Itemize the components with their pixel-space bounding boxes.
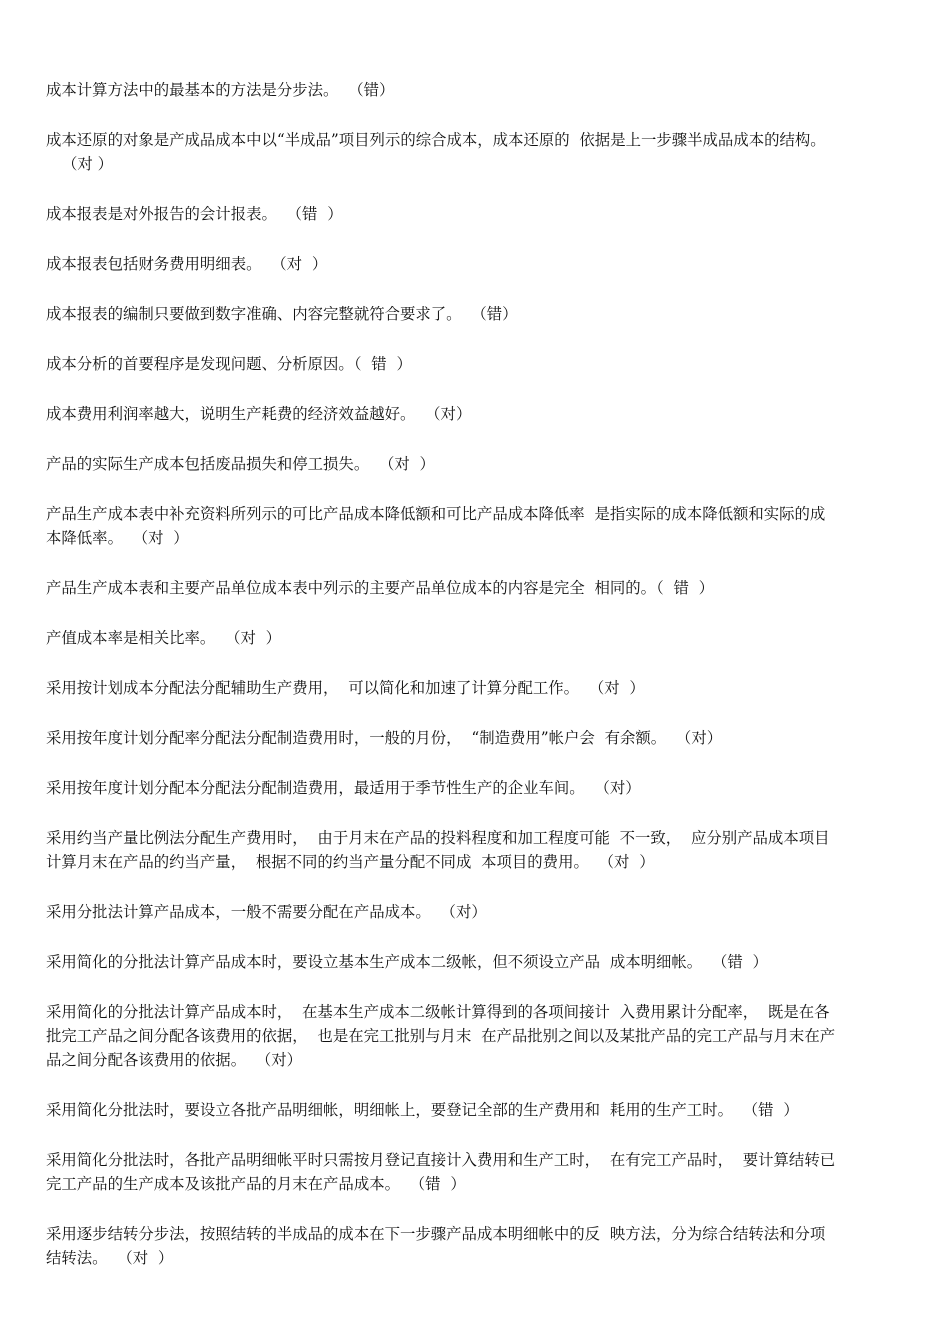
- statement-line: 成本还原的对象是产成品成本中以“半成品”项目列示的综合成本，成本还原的 依据是上一步骤半成品成本的结构。: [46, 131, 826, 149]
- statement-line: 成本报表包括财务费用明细表。 （对 ）: [46, 255, 328, 273]
- document-body: [46, 78, 912, 1296]
- statement-line: 成本分析的首要程序是发现问题、分析原因。（ 错 ）: [46, 355, 412, 373]
- statement-line: 结转法。 （对 ）: [46, 1249, 174, 1267]
- statement-line: 产品生产成本表和主要产品单位成本表中列示的主要产品单位成本的内容是完全 相同的。（ 错 ）: [46, 579, 715, 597]
- statement-line: 采用约当产量比例法分配生产费用时， 由于月末在产品的投料程度和加工程度可能 不一致， 应分别产品成本项目: [46, 829, 830, 847]
- statement-item: [46, 900, 912, 924]
- statement-line: 品之间分配各该费用的依据。 （对）: [46, 1051, 303, 1069]
- statement-line: 成本报表是对外报告的会计报表。 （错 ）: [46, 205, 343, 223]
- statement-line: （对 ）: [62, 155, 114, 173]
- statement-item: [46, 826, 912, 874]
- statement-line: 成本费用利润率越大，说明生产耗费的经济效益越好。 （对）: [46, 405, 472, 423]
- statement-item: [46, 676, 912, 700]
- statement-line: 采用分批法计算产品成本，一般不需要分配在产品成本。 （对）: [46, 903, 487, 921]
- statement-line: 采用简化分批法时，要设立各批产品明细帐，明细帐上，要登记全部的生产费用和 耗用的生产工时。 （错 ）: [46, 1101, 799, 1119]
- statement-line: 本降低率。 （对 ）: [46, 529, 189, 547]
- statement-item: [46, 950, 912, 974]
- statement-item: [46, 626, 912, 650]
- statement-item: [46, 452, 912, 476]
- statement-line: 成本计算方法中的最基本的方法是分步法。 （错）: [46, 81, 395, 99]
- statement-line: 成本报表的编制只要做到数字准确、内容完整就符合要求了。 （错）: [46, 305, 518, 323]
- statement-item: [46, 502, 912, 550]
- statement-item: [46, 726, 912, 750]
- statement-line: 产品的实际生产成本包括废品损失和停工损失。 （对 ）: [46, 455, 435, 473]
- statement-line: 采用简化分批法时，各批产品明细帐平时只需按月登记直接计入费用和生产工时， 在有完工产品时， 要计算结转已: [46, 1151, 836, 1169]
- statement-item: [46, 252, 912, 276]
- statement-line: 完工产品的生产成本及该批产品的月末在产品成本。 （错 ）: [46, 1175, 466, 1193]
- statement-line: 产品生产成本表中补充资料所列示的可比产品成本降低额和可比产品成本降低率 是指实际的成本降低额和实际的成: [46, 505, 826, 523]
- statement-line: 计算月末在产品的约当产量， 根据不同的约当产量分配不同成 本项目的费用。 （对 ）: [46, 853, 655, 871]
- statement-line: 采用按计划成本分配法分配辅助生产费用， 可以简化和加速了计算分配工作。 （对 ）: [46, 679, 645, 697]
- statement-line: 采用简化的分批法计算产品成本时， 在基本生产成本二级帐计算得到的各项间接计 入费用累计分配率， 既是在各: [46, 1003, 830, 1021]
- statement-line: 采用简化的分批法计算产品成本时，要设立基本生产成本二级帐，但不须设立产品 成本明细帐。 （错 ）: [46, 953, 768, 971]
- statement-line: 采用按年度计划分配率分配法分配制造费用时，一般的月份， “制造费用”帐户会 有余额。 （对）: [46, 729, 723, 747]
- statement-line: 产值成本率是相关比率。 （对 ）: [46, 629, 282, 647]
- statement-item: [46, 128, 912, 176]
- statement-line: 采用按年度计划分配本分配法分配制造费用，最适用于季节性生产的企业车间。 （对）: [46, 779, 641, 797]
- statement-item: [46, 402, 912, 426]
- statement-item: [46, 352, 912, 376]
- statement-item: [46, 78, 912, 102]
- statement-item: [46, 576, 912, 600]
- statement-item: [46, 202, 912, 226]
- statement-line: 采用逐步结转分步法，按照结转的半成品的成本在下一步骤产品成本明细帐中的反 映方法，分为综合结转法和分项: [46, 1225, 826, 1243]
- statement-item: [46, 776, 912, 800]
- statement-item: [46, 1148, 912, 1196]
- statement-item: [46, 1222, 912, 1270]
- statement-item: [46, 302, 912, 326]
- statement-line: 批完工产品之间分配各该费用的依据， 也是在完工批别与月末 在产品批别之间以及某批产品的完工产品与月末在产: [46, 1027, 836, 1045]
- statement-item: [46, 1098, 912, 1122]
- statement-item: [46, 1000, 912, 1072]
